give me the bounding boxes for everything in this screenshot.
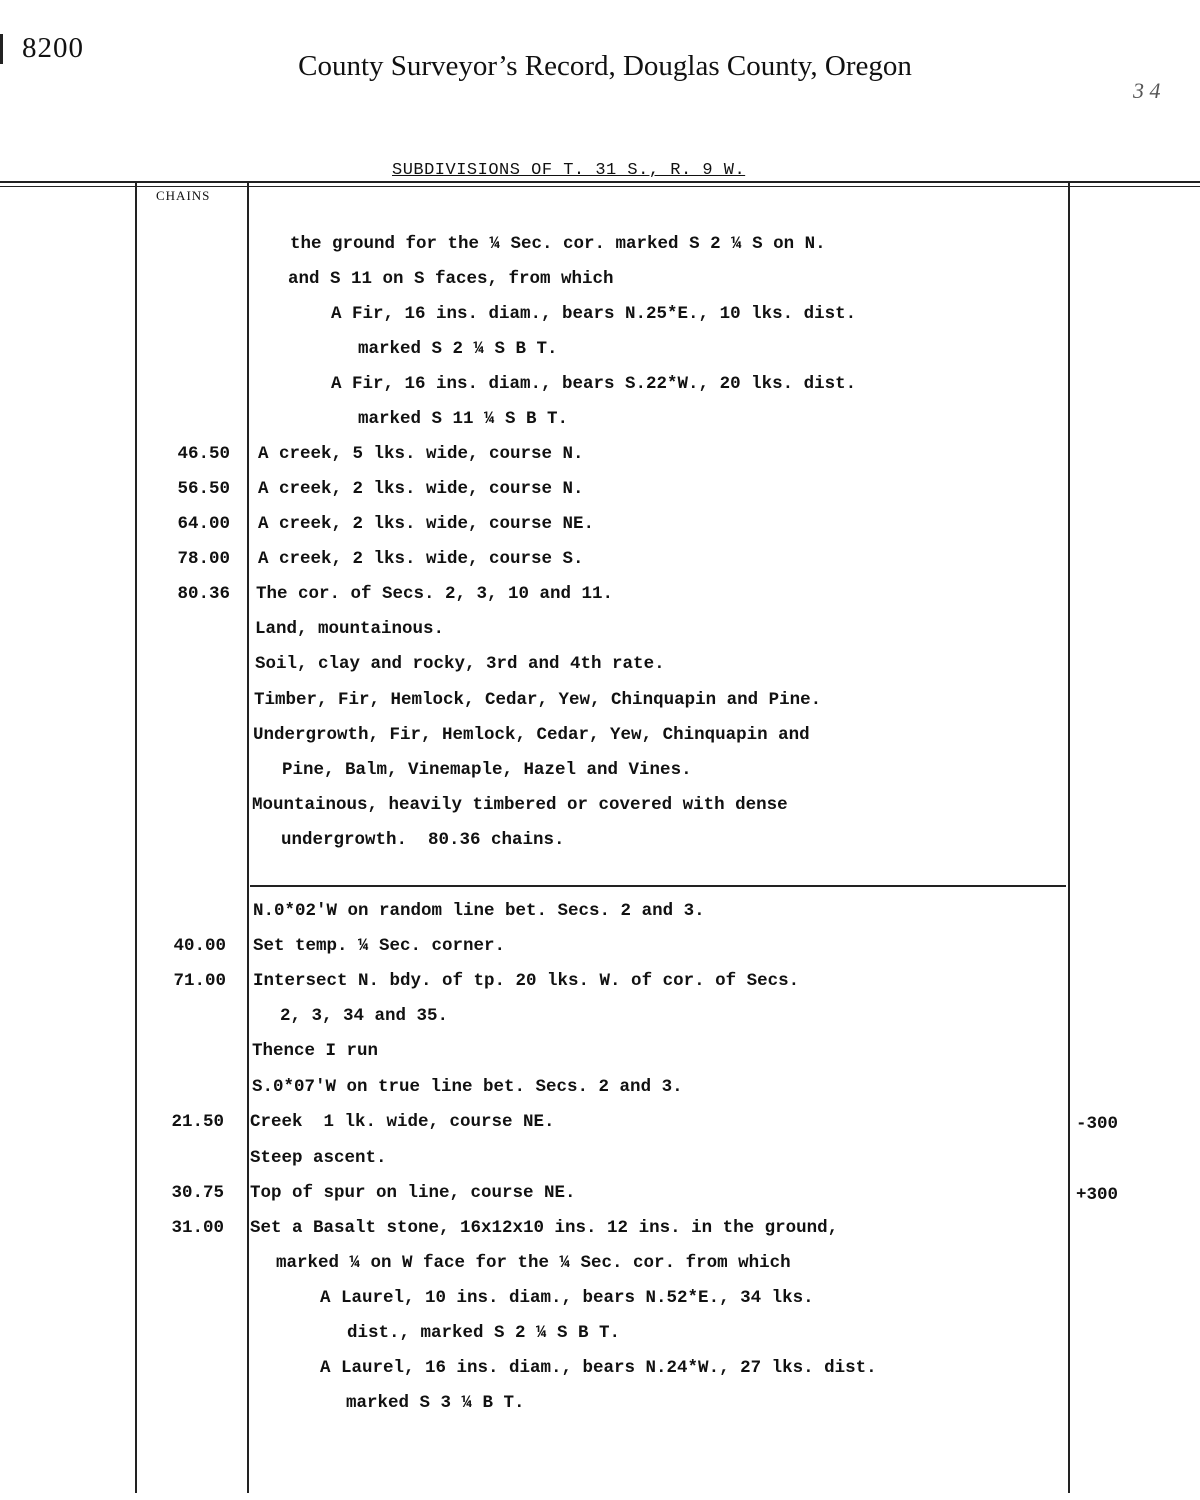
text-line: Intersect N. bdy. of tp. 20 lks. W. of cor. of Secs. <box>253 971 800 991</box>
text-line: undergrowth. 80.36 chains. <box>281 830 565 850</box>
section-heading: SUBDIVISIONS OF T. 31 S., R. 9 W. <box>392 161 746 180</box>
text-line: and S 11 on S faces, from which <box>288 269 614 289</box>
text-line: Set temp. ¼ Sec. corner. <box>253 936 506 956</box>
text-line: Top of spur on line, course NE. <box>250 1183 576 1203</box>
chains-column-rule <box>247 183 249 1493</box>
text-line: A Laurel, 16 ins. diam., bears N.24*W., 27 lks. dist. <box>320 1358 877 1378</box>
text-line: Steep ascent. <box>250 1148 387 1168</box>
text-line: Mountainous, heavily timbered or covered with dense <box>252 795 788 815</box>
right-column-rule <box>1068 183 1070 1493</box>
chain-value: 78.00 <box>177 549 230 569</box>
text-line: Timber, Fir, Hemlock, Cedar, Yew, Chinquapin and Pine. <box>254 690 822 710</box>
chain-value: 31.00 <box>171 1218 224 1238</box>
text-line: A Fir, 16 ins. diam., bears S.22*W., 20 lks. dist. <box>331 374 857 394</box>
book-number: 8200 <box>22 32 84 64</box>
text-line: Set a Basalt stone, 16x12x10 ins. 12 ins. in the ground, <box>250 1218 839 1238</box>
chain-value: 56.50 <box>177 479 230 499</box>
chain-value: 30.75 <box>171 1183 224 1203</box>
text-line: dist., marked S 2 ¼ S B T. <box>347 1323 621 1343</box>
chain-value: 21.50 <box>171 1112 224 1132</box>
text-line: Undergrowth, Fir, Hemlock, Cedar, Yew, Chinquapin and <box>253 725 810 745</box>
chain-value: 46.50 <box>177 444 230 464</box>
margin-note: -300 <box>1076 1114 1119 1134</box>
text-line: Thence I run <box>252 1041 379 1061</box>
left-column-rule <box>135 183 137 1493</box>
top-rule <box>0 181 1200 183</box>
text-line: marked S 2 ¼ S B T. <box>358 339 558 359</box>
text-line: Soil, clay and rocky, 3rd and 4th rate. <box>255 654 665 674</box>
text-line: marked S 3 ¼ B T. <box>346 1393 525 1413</box>
chains-column-label: CHAINS <box>156 188 211 203</box>
text-line: Pine, Balm, Vinemaple, Hazel and Vines. <box>282 760 692 780</box>
chain-value: 71.00 <box>173 971 226 991</box>
text-line: N.0*02'W on random line bet. Secs. 2 and 3. <box>253 901 705 921</box>
record-title: County Surveyor’s Record, Douglas County, Oregon <box>298 50 912 82</box>
text-line: Land, mountainous. <box>255 619 445 639</box>
margin-note: +300 <box>1076 1185 1119 1205</box>
text-line: A creek, 5 lks. wide, course N. <box>258 444 584 464</box>
section-divider <box>250 885 1066 887</box>
text-line: S.0*07'W on true line bet. Secs. 2 and 3. <box>252 1077 683 1097</box>
text-line: marked S 11 ¼ S B T. <box>358 409 569 429</box>
text-line: A Laurel, 10 ins. diam., bears N.52*E., 34 lks. <box>320 1288 814 1308</box>
page-number: 3 4 <box>1133 78 1161 103</box>
chain-value: 40.00 <box>173 936 226 956</box>
chain-value: 80.36 <box>177 584 230 604</box>
text-line: A Fir, 16 ins. diam., bears N.25*E., 10 lks. dist. <box>331 304 857 324</box>
text-line: A creek, 2 lks. wide, course N. <box>258 479 584 499</box>
text-line: marked ¼ on W face for the ¼ Sec. cor. from which <box>276 1253 791 1273</box>
text-line: A creek, 2 lks. wide, course S. <box>258 549 584 569</box>
text-line: A creek, 2 lks. wide, course NE. <box>258 514 595 534</box>
text-line: The cor. of Secs. 2, 3, 10 and 11. <box>256 584 614 604</box>
text-line: Creek 1 lk. wide, course NE. <box>250 1112 555 1132</box>
text-line: the ground for the ¼ Sec. cor. marked S 2 ¼ S on N. <box>290 234 826 254</box>
top-rule-thin <box>0 186 1200 187</box>
text-line: 2, 3, 34 and 35. <box>280 1006 449 1026</box>
chain-value: 64.00 <box>177 514 230 534</box>
